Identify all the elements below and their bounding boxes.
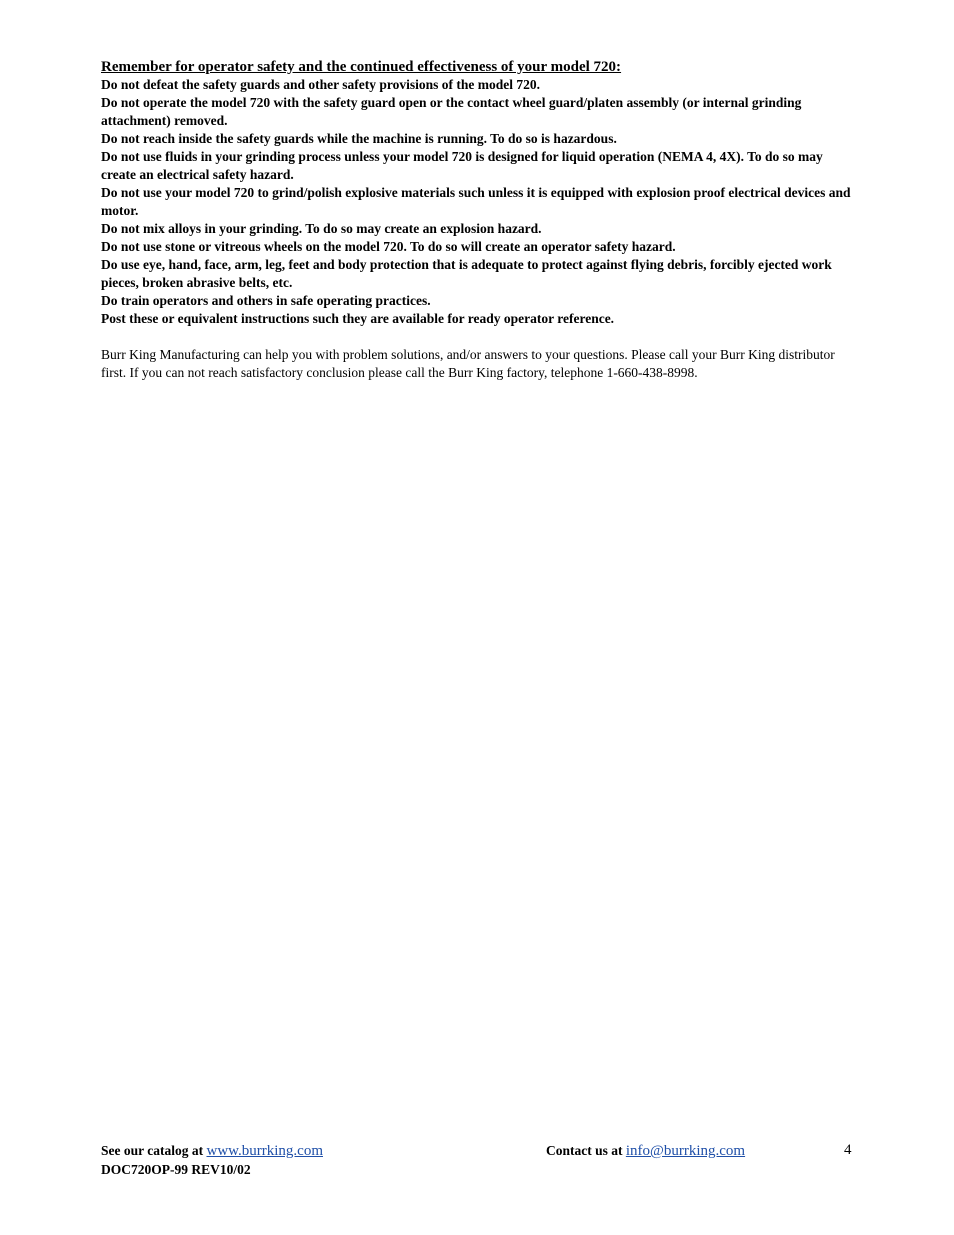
catalog-link[interactable]: www.burrking.com [206, 1143, 323, 1159]
safety-rule: Post these or equivalent instructions such they are available for ready operator reference. [101, 311, 615, 326]
safety-rule: Do use eye, hand, face, arm, leg, feet and body protection that is adequate to protect against flying debris, forcibly ejected work pieces, broken abrasive belts, etc. [101, 257, 832, 290]
safety-rule: Do not use your model 720 to grind/polish explosive materials such unless it is equipped with explosion proof electrical devices and motor. [101, 185, 851, 218]
safety-rule: Do not use fluids in your grinding process unless your model 720 is designed for liquid operation (NEMA 4, 4X). To do so may create an electrical safety hazard. [101, 149, 823, 182]
contact-line [546, 1142, 745, 1160]
safety-rule: Do train operators and others in safe operating practices. [101, 293, 431, 308]
page-number: 4 [844, 1142, 852, 1158]
contact-email-link[interactable]: info@burrking.com [625, 1143, 746, 1159]
safety-rule: Do not reach inside the safety guards while the machine is running. To do so is hazardous. [101, 131, 617, 146]
safety-rule: Do not operate the model 720 with the safety guard open or the contact wheel guard/platen assembly (or internal grinding attachment) removed. [101, 95, 802, 128]
safety-rule: Do not defeat the safety guards and other safety provisions of the model 720. [101, 77, 540, 92]
safety-rule: Do not use stone or vitreous wheels on the model 720. To do so will create an operator safety hazard. [101, 239, 676, 254]
catalog-line [101, 1142, 323, 1160]
page-content [101, 58, 861, 382]
support-note: Burr King Manufacturing can help you with problem solutions, and/or answers to your questions. Please call your Burr King distributor first. If you can not reach satisfactory conclusion please call the Burr King factory, telephone 1-660-438-8998. [101, 347, 835, 380]
page-footer [101, 1142, 861, 1182]
safety-rules-list [101, 76, 861, 328]
safety-rule: Do not mix alloys in your grinding. To do so may create an explosion hazard. [101, 221, 542, 236]
document-id: DOC720OP-99 REV10/02 [101, 1162, 251, 1177]
contact-label: Contact us at [546, 1143, 626, 1158]
safety-heading: Remember for operator safety and the continued effectiveness of your model 720: [101, 59, 622, 75]
catalog-label: See our catalog at [101, 1143, 207, 1158]
